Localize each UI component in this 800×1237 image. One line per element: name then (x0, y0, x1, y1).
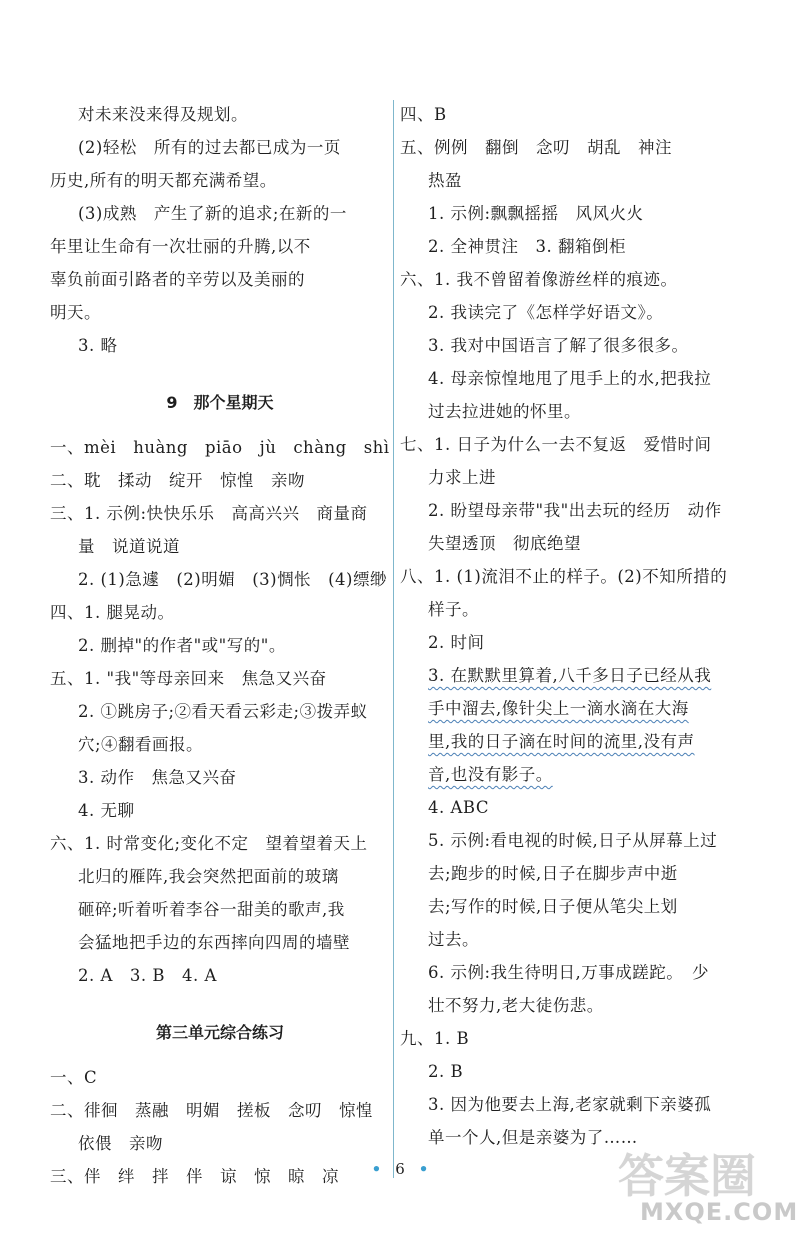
answer-line (50, 131, 390, 164)
answer-line (50, 794, 390, 827)
answer-line (50, 197, 390, 230)
answer-line (400, 197, 760, 230)
answer-text: 辜负前面引路者的辛劳以及美丽的 (50, 270, 305, 289)
answer-text: 砸碎;听着听着李谷一甜美的歌声,我 (78, 900, 345, 919)
answer-text: 穴;④翻看画报。 (78, 735, 204, 754)
answer-text: 2. 盼望母亲带"我"出去玩的经历 动作 (428, 501, 722, 520)
answer-text: 五、1. "我"等母亲回来 焦急又兴奋 (50, 669, 327, 688)
answer-text: 4. ABC (428, 798, 489, 817)
answer-line (50, 761, 390, 794)
answer-line (50, 1127, 390, 1160)
answer-line (400, 263, 760, 296)
answer-text: 历史,所有的明天都充满希望。 (50, 171, 277, 190)
answer-text: 热盈 (428, 171, 462, 190)
answer-line (400, 461, 760, 494)
answer-line (400, 362, 760, 395)
answer-line (50, 926, 390, 959)
answer-line (50, 695, 390, 728)
answer-line (400, 428, 760, 461)
answer-text: 3. 动作 焦急又兴奋 (78, 768, 237, 787)
answer-line (50, 1061, 390, 1094)
answer-text: (2)轻松 所有的过去都已成为一页 (78, 138, 341, 157)
answer-line (400, 164, 760, 197)
answer-text: 五、例例 翻倒 念叨 胡乱 神注 (400, 138, 672, 157)
answer-text: 3. 我对中国语言了解了很多很多。 (428, 336, 689, 355)
answer-text: 1. 示例:飘飘摇摇 风风火火 (428, 204, 644, 223)
answer-line (400, 131, 760, 164)
answer-line (50, 164, 390, 197)
answer-line (50, 497, 390, 530)
answer-text: 4. 母亲惊惶地甩了甩手上的水,把我拉 (428, 369, 712, 388)
answer-line (400, 1022, 760, 1055)
answer-text: 对未来没来得及规划。 (78, 105, 248, 124)
answer-text: 二、徘徊 蒸融 明媚 搓板 念叨 惊惶 (50, 1101, 373, 1120)
answer-text: 过去。 (428, 930, 479, 949)
answer-line (50, 629, 390, 662)
answer-text: 2. ①跳房子;②看天看云彩走;③拨弄蚁 (78, 702, 368, 721)
answer-line (400, 659, 760, 692)
answer-text: 去;跑步的时候,日子在脚步声中逝 (428, 864, 678, 883)
answer-line (50, 296, 390, 329)
answer-line (50, 893, 390, 926)
answer-text: 2. A 3. B 4. A (78, 966, 217, 985)
answer-text: 力求上进 (428, 468, 496, 487)
watermark-text: MXQE.COM (640, 1198, 799, 1226)
answer-text: 2. (1)急遽 (2)明媚 (3)惆怅 (4)缥缈 (78, 570, 387, 589)
answer-text: 二、耽 揉动 绽开 惊惶 亲吻 (50, 471, 305, 490)
answer-line (50, 263, 390, 296)
section-heading: 第三单元综合练习 (155, 1023, 284, 1042)
answer-line (50, 827, 390, 860)
answer-text: 七、1. 日子为什么一去不复返 爱惜时间 (400, 435, 712, 454)
answer-line (400, 857, 760, 890)
column-divider (393, 100, 394, 1178)
answer-text: 3. 略 (78, 336, 118, 355)
answer-text: 样子。 (428, 600, 479, 619)
answer-text: 壮不努力,老大徒伤悲。 (428, 996, 604, 1015)
answer-line (400, 230, 760, 263)
answer-line (400, 692, 760, 725)
answer-line (400, 98, 760, 131)
answer-line (400, 923, 760, 956)
answer-text: (3)成熟 产生了新的追求;在新的一 (78, 204, 347, 223)
answer-line (400, 560, 760, 593)
answer-text: 八、1. (1)流泪不止的样子。(2)不知所措的 (400, 567, 728, 586)
answer-text: 九、1. B (400, 1029, 470, 1048)
watermark (600, 1140, 799, 1230)
answer-line (400, 758, 760, 791)
answer-text: 2. B (428, 1062, 464, 1081)
answer-text: 量 说道说道 (78, 537, 180, 556)
answer-text: 四、B (400, 105, 447, 124)
answer-line (400, 395, 760, 428)
answer-line (400, 296, 760, 329)
answer-line (400, 1055, 760, 1088)
answer-text: 失望透顶 彻底绝望 (428, 534, 581, 553)
right-column (400, 98, 760, 1154)
answer-text: 2. 全神贯注 3. 翻箱倒柜 (428, 237, 626, 256)
answer-line (50, 563, 390, 596)
page-number-dot-right: • (418, 1160, 429, 1178)
answer-text: 会猛地把手边的东西摔向四周的墙壁 (78, 933, 350, 952)
answer-line (50, 662, 390, 695)
answer-text: 过去拉进她的怀里。 (428, 402, 581, 421)
answer-line (400, 725, 760, 758)
answer-text: 依偎 亲吻 (78, 1134, 163, 1153)
answer-line (50, 596, 390, 629)
answer-text: 去;写作的时候,日子便从笔尖上划 (428, 897, 678, 916)
answer-text: 一、mèi huàng piāo jù chàng shì (50, 438, 390, 457)
answer-line (50, 1094, 390, 1127)
answer-text: 3. 在默默里算着,八千多日子已经从我 (428, 666, 712, 685)
answer-text: 3. 因为他要去上海,老家就剩下亲婆孤 (428, 1095, 712, 1114)
answer-line (50, 728, 390, 761)
answer-text: 2. 我读完了《怎样学好语文》。 (428, 303, 664, 322)
answer-line (50, 329, 390, 362)
answer-line (400, 527, 760, 560)
answer-line (400, 989, 760, 1022)
answer-text: 四、1. 腿晃动。 (50, 603, 175, 622)
answer-line (400, 494, 760, 527)
answer-line (400, 824, 760, 857)
watermark-logo: 答案圈 (618, 1149, 756, 1203)
page-number-dot-left: • (371, 1160, 382, 1178)
answer-text: 5. 示例:看电视的时候,日子从屏幕上过 (428, 831, 718, 850)
answer-line (400, 626, 760, 659)
answer-text: 年里让生命有一次壮丽的升腾,以不 (50, 237, 311, 256)
section-heading: 9 那个星期天 (166, 393, 274, 412)
answer-text: 6. 示例:我生待明日,万事成蹉跎。 少 (428, 963, 710, 982)
answer-line (400, 791, 760, 824)
answer-line (400, 956, 760, 989)
answer-line (400, 890, 760, 923)
page-number-value: 6 (395, 1160, 405, 1178)
answer-line (50, 530, 390, 563)
answer-text: 六、1. 时常变化;变化不定 望着望着天上 (50, 834, 368, 853)
answer-text: 里,我的日子滴在时间的流里,没有声 (428, 732, 695, 751)
answer-text: 三、1. 示例:快快乐乐 高高兴兴 商量商 (50, 504, 368, 523)
answer-text: 手中溜去,像针尖上一滴水滴在大海 (428, 699, 689, 718)
answer-line (50, 464, 390, 497)
answer-text: 三、伴 绊 拌 伴 谅 惊 晾 凉 (50, 1167, 339, 1186)
answer-text: 单一个人,但是亲婆为了…… (428, 1128, 638, 1147)
answer-text: 一、C (50, 1068, 98, 1087)
answer-line (400, 329, 760, 362)
answer-line (50, 860, 390, 893)
answer-text: 2. 删掉"的作者"或"写的"。 (78, 636, 286, 655)
answer-text: 北归的雁阵,我会突然把面前的玻璃 (78, 867, 339, 886)
answer-text: 明天。 (50, 303, 101, 322)
answer-line (50, 431, 390, 464)
answer-line (400, 593, 760, 626)
answer-line (400, 1088, 760, 1121)
answer-text: 2. 时间 (428, 633, 485, 652)
answer-text: 4. 无聊 (78, 801, 135, 820)
answer-text: 六、1. 我不曾留着像游丝样的痕迹。 (400, 270, 678, 289)
answer-line (50, 959, 390, 992)
answer-line (50, 230, 390, 263)
answer-line (50, 98, 390, 131)
answer-text: 音,也没有影子。 (428, 765, 553, 784)
left-column (50, 98, 390, 1193)
